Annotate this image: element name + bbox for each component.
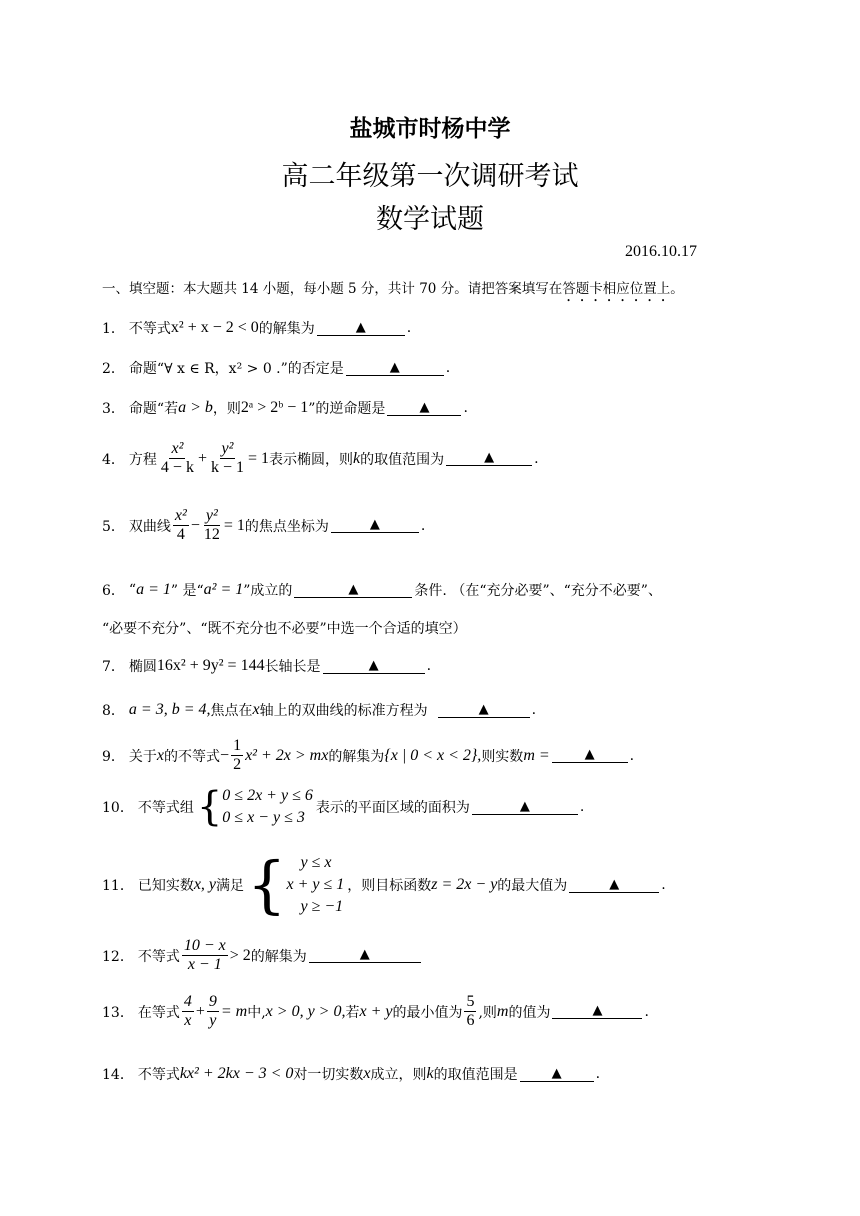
triangle-icon: ▲ (551, 1065, 562, 1081)
answer-blank[interactable] (552, 1002, 642, 1019)
question-9: 9． 关于 x 的不等式 − $\frac{1}{2}$ x² + 2x > mx 的解集为 {x | 0 < x < 2}, 则实数 m = ▲ . (102, 737, 635, 773)
fraction: $\frac{9}{y}$ (208, 993, 217, 1029)
triangle-icon: ▲ (355, 319, 366, 335)
answer-blank[interactable] (346, 359, 444, 376)
answer-blank[interactable] (438, 701, 530, 718)
subject-title: 数学试题 (376, 204, 484, 235)
answer-blank[interactable] (323, 657, 425, 674)
triangle-icon: ▲ (484, 450, 495, 465)
fraction: $\frac{\text{y²}}{k - 1}$ (210, 440, 245, 476)
triangle-icon: ▲ (369, 517, 380, 532)
triangle-icon: ▲ (584, 747, 595, 762)
answer-blank[interactable] (294, 581, 412, 598)
exam-date: 2016.10.17 (625, 243, 697, 260)
question-13: 13． 在等式 $\frac{4}{x}$ + $\frac{9}{y}$ = m 中, x > 0, y > 0, 若 x + y 的最小值为 $\frac{5}{6}$ ,则 m 的值为 ▲ . (102, 993, 649, 1029)
math-expression: x² + x − 2 < 0 (170, 319, 259, 336)
answer-blank[interactable] (317, 319, 405, 336)
fraction: $\frac{4}{x}$ (183, 993, 192, 1029)
answer-blank[interactable] (472, 798, 578, 815)
triangle-icon: ▲ (359, 947, 370, 962)
triangle-icon: ▲ (592, 1003, 603, 1018)
inequality-system: { y ≤ x x + y ≤ 1 y ≥ −1 (247, 848, 345, 921)
question-6-continued: “必要不充分”、“既不充分也不必要”中选一个合适的填空） (102, 621, 467, 637)
triangle-icon: ▲ (389, 359, 400, 375)
answer-blank[interactable] (446, 449, 532, 466)
question-3: 3． 命题“若 a > b ，则 2ᵃ > 2ᵇ − 1 ”的逆命题是 ▲ . (102, 399, 468, 417)
left-brace: { (247, 848, 287, 921)
triangle-icon: ▲ (368, 657, 379, 673)
triangle-icon: ▲ (478, 701, 489, 717)
question-12: 12． 不等式 $\frac{10 - x}{x - 1}$ > 2 的解集为 ▲ (102, 937, 423, 974)
question-6: 6． “ a = 1 ” 是“ a² = 1 ”成立的 ▲ 条件. （在“充分必要”、“充分不必要”、 (102, 581, 662, 599)
answer-blank[interactable] (331, 516, 419, 533)
answer-blank[interactable] (520, 1065, 594, 1082)
question-14: 14． 不等式 kx² + 2kx − 3 < 0 对一切实数 x 成立，则 k 的取值范围是 ▲ . (102, 1065, 601, 1083)
question-7: 7． 椭圆 16x² + 9y² = 144 长轴长是 ▲ . (102, 657, 432, 675)
fraction: $\frac{1}{2}$ (233, 737, 242, 773)
answer-blank[interactable] (569, 876, 659, 893)
fraction: $\frac{\text{x²}}{4}$ (174, 507, 187, 543)
triangle-icon: ▲ (519, 798, 530, 814)
question-5: 5． 双曲线 $\frac{\text{x²}}{4}$ − $\frac{\text{y²}}{12}$ = 1 的焦点坐标为 ▲ . (102, 507, 426, 543)
answer-blank[interactable] (552, 746, 628, 763)
triangle-icon: ▲ (419, 399, 430, 415)
school-name: 盐城市时杨中学 (349, 116, 511, 142)
question-4: 4． 方程 $\frac{\text{x²}}{4 - k}$ + $\frac{\text{y²}}{k - 1}$ = 1 表示椭圆，则 k 的取值范围为 ▲ . (102, 440, 539, 476)
question-8: 8． a = 3, b = 4, 焦点在 x 轴上的双曲线的标准方程为 ▲ . (102, 701, 537, 719)
triangle-icon: ▲ (348, 581, 359, 597)
math-expression: 2ᵃ > 2ᵇ − 1 (240, 399, 309, 416)
question-2: 2． 命题“∀ x ∈ R，x² > 0 .”的否定是 ▲ . (102, 359, 451, 377)
emphasized-text: 答题卡相应位置上 (562, 281, 671, 297)
exam-title: 高二年级第一次调研考试 (281, 161, 579, 192)
question-11: 11． 已知实数 x, y 满足 { y ≤ x x + y ≤ 1 y ≥ −1 ，则目标函数 z = 2x − y 的最大值为 ▲ . (102, 848, 666, 921)
fraction: $\frac{5}{6}$ (466, 993, 475, 1029)
question-10: 10． 不等式组 { 0 ≤ 2x + y ≤ 6 0 ≤ x − y ≤ 3 表示的平面区域的面积为 ▲ . (102, 784, 585, 830)
inequality-system: { 0 ≤ 2x + y ≤ 6 0 ≤ x − y ≤ 3 (196, 784, 313, 830)
answer-blank[interactable] (387, 399, 461, 416)
fraction: $\frac{\text{x²}}{4 - k}$ (160, 440, 194, 476)
section-instructions: 一、填空题：本大题共 14 小题，每小题 5 分，共计 70 分。请把答案填写在答题卡相应位置上。 (102, 281, 684, 297)
question-1: 1． 不等式 x² + x − 2 < 0 的解集为 ▲ . (102, 319, 412, 337)
fraction: $\frac{10 - x}{x - 1}$ (183, 937, 226, 973)
fraction: $\frac{\text{y²}}{12}$ (203, 507, 220, 543)
left-brace: { (196, 784, 223, 830)
answer-blank[interactable] (309, 946, 421, 963)
triangle-icon: ▲ (609, 876, 620, 892)
math-expression: a > b (178, 399, 213, 416)
